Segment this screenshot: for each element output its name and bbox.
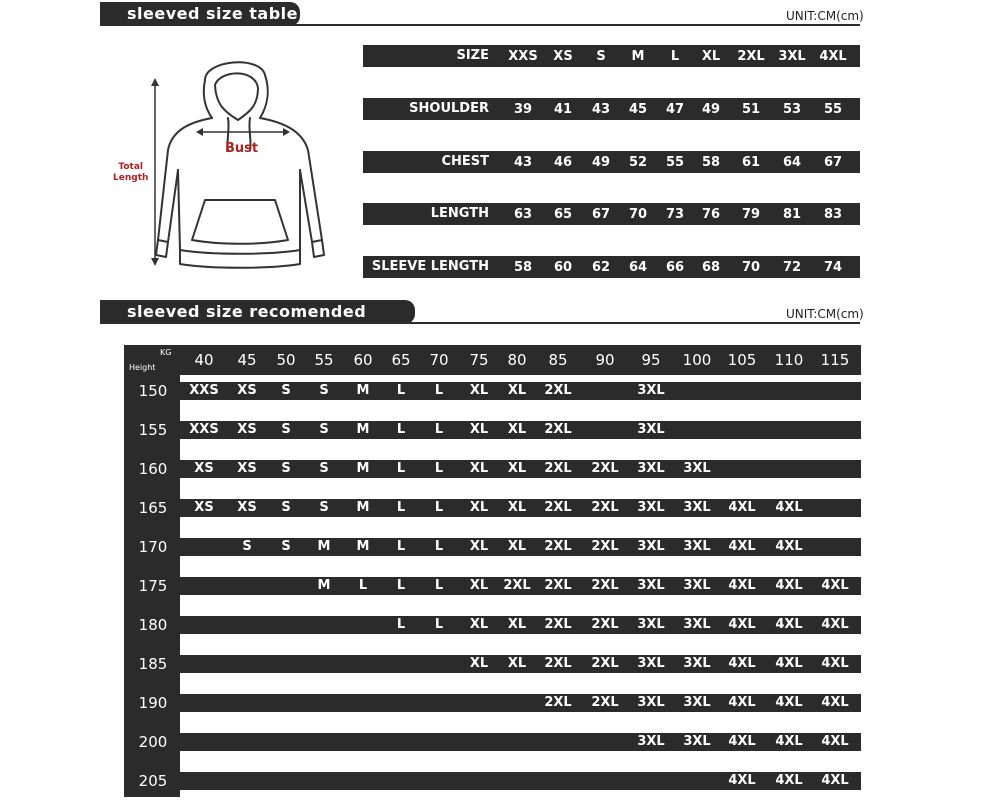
size-table-cell: 70 — [628, 207, 648, 222]
recommended-cell: 2XL — [544, 539, 572, 554]
size-table-cell: 83 — [823, 207, 843, 222]
recommended-cell: S — [281, 539, 291, 554]
recommended-cell: 2XL — [591, 500, 619, 515]
weight-header-cell: 90 — [595, 351, 615, 369]
recommended-cell: 4XL — [728, 773, 756, 788]
recommended-cell: 2XL — [544, 461, 572, 476]
section-title-size-table — [100, 2, 300, 26]
recommended-cell: 4XL — [728, 656, 756, 671]
weight-header-cell: 45 — [237, 351, 257, 369]
recommended-cell: 3XL — [637, 695, 665, 710]
size-table-cell: 39 — [513, 102, 533, 117]
recommended-cell: XS — [237, 383, 257, 398]
recommended-cell: 2XL — [544, 617, 572, 632]
height-cell: 175 — [138, 577, 168, 595]
recommended-cell: 3XL — [683, 500, 711, 515]
recommended-cell: 3XL — [637, 617, 665, 632]
kg-label: KG — [160, 348, 172, 357]
recommended-cell: L — [434, 617, 444, 632]
recommended-cell: 2XL — [544, 383, 572, 398]
size-table-cell: 43 — [513, 155, 533, 170]
size-table-cell: XS — [553, 49, 573, 64]
recommended-cell: 2XL — [591, 695, 619, 710]
recommended-cell: 3XL — [637, 578, 665, 593]
recommended-cell: L — [396, 422, 406, 437]
size-table-cell: 61 — [741, 155, 761, 170]
recommended-cell: M — [356, 539, 370, 554]
recommended-cell: XL — [507, 617, 527, 632]
recommended-cell: L — [434, 500, 444, 515]
weight-header-cell: 85 — [548, 351, 568, 369]
recommended-cell: 2XL — [544, 422, 572, 437]
recommended-cell: L — [396, 617, 406, 632]
recommended-cell: XL — [469, 422, 489, 437]
recommended-cell: 4XL — [775, 773, 803, 788]
section-title-text: sleeved size recomended table — [127, 302, 367, 345]
recommended-cell: XS — [194, 500, 214, 515]
recommended-cell: L — [396, 578, 406, 593]
recommended-cell: XL — [469, 461, 489, 476]
weight-header-cell: 75 — [469, 351, 489, 369]
size-table-cell: XL — [701, 49, 721, 64]
recommended-cell: XS — [237, 422, 257, 437]
weight-header-cell: 80 — [507, 351, 527, 369]
recommended-cell: 3XL — [637, 461, 665, 476]
recommended-cell: 3XL — [637, 383, 665, 398]
recommended-cell: M — [356, 422, 370, 437]
recommended-cell: 4XL — [775, 578, 803, 593]
recommended-cell: 2XL — [591, 656, 619, 671]
size-table-cell: 72 — [782, 260, 802, 275]
recommended-cell: 4XL — [728, 578, 756, 593]
recommended-cell: XL — [469, 383, 489, 398]
size-table-cell: 51 — [741, 102, 761, 117]
size-table-cell: 62 — [591, 260, 611, 275]
recommended-cell: 2XL — [591, 539, 619, 554]
recommended-cell: 3XL — [683, 695, 711, 710]
height-cell: 155 — [138, 421, 168, 439]
recommended-cell: 3XL — [683, 617, 711, 632]
recommended-cell: 4XL — [728, 500, 756, 515]
recommended-cell: L — [396, 539, 406, 554]
recommended-cell: 3XL — [637, 539, 665, 554]
size-table-cell: 76 — [701, 207, 721, 222]
recommended-cell: XS — [237, 461, 257, 476]
height-column — [124, 345, 180, 797]
size-table-cell: 63 — [513, 207, 533, 222]
recommended-cell: S — [319, 422, 329, 437]
size-table-row-label: SIZE — [456, 48, 489, 63]
recommended-cell: 2XL — [591, 461, 619, 476]
size-table-cell: 64 — [782, 155, 802, 170]
recommended-cell: XS — [237, 500, 257, 515]
size-table-cell: 60 — [553, 260, 573, 275]
size-table-cell: 53 — [782, 102, 802, 117]
height-label: Height — [129, 363, 156, 372]
weight-header-cell: 105 — [727, 351, 757, 369]
size-table-cell: 3XL — [778, 49, 806, 64]
weight-header-cell: 95 — [641, 351, 661, 369]
size-table-cell: 55 — [823, 102, 843, 117]
size-table-cell: 52 — [628, 155, 648, 170]
section-title-text: sleeved size table — [127, 4, 298, 23]
recommended-cell: 2XL — [544, 578, 572, 593]
recommended-cell: 2XL — [591, 617, 619, 632]
total-length-text: Total Length — [113, 162, 149, 183]
size-table-cell: 73 — [665, 207, 685, 222]
total-length-label — [113, 162, 148, 184]
recommended-cell: S — [242, 539, 252, 554]
recommended-cell: M — [356, 461, 370, 476]
recommended-cell: L — [434, 539, 444, 554]
size-table-cell: 66 — [665, 260, 685, 275]
recommended-cell: 2XL — [591, 578, 619, 593]
recommended-cell: 3XL — [683, 656, 711, 671]
height-cell: 165 — [138, 499, 168, 517]
weight-header-cell: 50 — [276, 351, 296, 369]
height-cell: 200 — [138, 733, 168, 751]
size-table-cell: 2XL — [737, 49, 765, 64]
recommended-cell: 4XL — [821, 617, 849, 632]
recommended-cell: S — [319, 383, 329, 398]
size-table-cell: L — [670, 49, 680, 64]
size-table-row-label: LENGTH — [430, 206, 489, 221]
size-table-cell: 45 — [628, 102, 648, 117]
recommended-cell: 3XL — [683, 461, 711, 476]
recommended-cell: M — [317, 578, 331, 593]
recommended-cell: 4XL — [775, 734, 803, 749]
section-divider — [100, 24, 860, 26]
recommended-cell: XL — [507, 422, 527, 437]
height-cell: 185 — [138, 655, 168, 673]
recommended-cell: M — [356, 500, 370, 515]
recommended-cell: XL — [507, 539, 527, 554]
recommended-cell: 3XL — [683, 734, 711, 749]
size-table-cell: 49 — [701, 102, 721, 117]
weight-header-cell: 60 — [353, 351, 373, 369]
recommended-cell: L — [434, 578, 444, 593]
recommended-cell: L — [434, 422, 444, 437]
unit-label: UNIT:CM(cm) — [786, 9, 864, 23]
recommended-cell: 4XL — [821, 578, 849, 593]
weight-header-cell: 70 — [429, 351, 449, 369]
size-table-cell: 74 — [823, 260, 843, 275]
recommended-cell: XS — [194, 461, 214, 476]
recommended-cell: L — [396, 461, 406, 476]
height-cell: 205 — [138, 772, 168, 790]
recommended-cell: 3XL — [637, 656, 665, 671]
section-title-recommended-table — [100, 300, 415, 345]
section-divider — [100, 322, 860, 324]
weight-header-cell: 40 — [194, 351, 214, 369]
recommended-cell: 3XL — [637, 500, 665, 515]
recommended-cell: XL — [469, 539, 489, 554]
size-table-cell: 46 — [553, 155, 573, 170]
weight-header-cell: 110 — [774, 351, 804, 369]
recommended-cell: L — [396, 383, 406, 398]
size-table-cell: 58 — [513, 260, 533, 275]
recommended-cell: L — [358, 578, 368, 593]
size-table-cell: 58 — [701, 155, 721, 170]
recommended-cell: L — [396, 500, 406, 515]
recommended-cell: XL — [469, 500, 489, 515]
size-table-cell: 67 — [591, 207, 611, 222]
height-cell: 160 — [138, 460, 168, 478]
recommended-cell: XL — [469, 617, 489, 632]
weight-header-cell: 65 — [391, 351, 411, 369]
size-table-cell: 43 — [591, 102, 611, 117]
recommended-cell: 4XL — [728, 734, 756, 749]
recommended-cell: XL — [469, 578, 489, 593]
size-table-cell: 70 — [741, 260, 761, 275]
recommended-cell: 3XL — [683, 578, 711, 593]
size-table-cell: S — [596, 49, 606, 64]
recommended-cell: 3XL — [637, 734, 665, 749]
recommended-cell: S — [281, 500, 291, 515]
recommended-cell: S — [281, 461, 291, 476]
recommended-cell: S — [281, 383, 291, 398]
recommended-cell: XXS — [189, 383, 219, 398]
recommended-cell: 2XL — [544, 500, 572, 515]
size-table-cell: 68 — [701, 260, 721, 275]
recommended-cell: L — [434, 461, 444, 476]
recommended-cell: 2XL — [544, 695, 572, 710]
recommended-cell: 4XL — [728, 539, 756, 554]
weight-header-cell: 55 — [314, 351, 334, 369]
recommended-cell: 4XL — [775, 539, 803, 554]
recommended-cell: M — [317, 539, 331, 554]
size-table-cell: 79 — [741, 207, 761, 222]
size-table-cell: 67 — [823, 155, 843, 170]
size-table-cell: 41 — [553, 102, 573, 117]
recommended-cell: 4XL — [821, 656, 849, 671]
recommended-cell: 4XL — [775, 617, 803, 632]
size-table-row-label: SHOULDER — [409, 101, 489, 116]
recommended-cell: 2XL — [544, 656, 572, 671]
recommended-cell: 3XL — [637, 422, 665, 437]
size-table-row-label: CHEST — [441, 154, 489, 169]
recommended-cell: XL — [469, 656, 489, 671]
recommended-cell: L — [434, 383, 444, 398]
size-table-cell: 55 — [665, 155, 685, 170]
size-table-cell: M — [631, 49, 645, 64]
recommended-cell: XL — [507, 656, 527, 671]
size-table-cell: 64 — [628, 260, 648, 275]
size-table-cell: 49 — [591, 155, 611, 170]
recommended-cell: M — [356, 383, 370, 398]
size-table-cell: XXS — [508, 49, 538, 64]
recommended-cell: 4XL — [728, 617, 756, 632]
recommended-cell: XL — [507, 383, 527, 398]
height-cell: 150 — [138, 382, 168, 400]
recommended-cell: 3XL — [683, 539, 711, 554]
recommended-cell: S — [281, 422, 291, 437]
recommended-cell: 4XL — [821, 734, 849, 749]
weight-header-cell: 115 — [820, 351, 850, 369]
unit-label: UNIT:CM(cm) — [786, 307, 864, 321]
height-cell: 170 — [138, 538, 168, 556]
height-cell: 180 — [138, 616, 168, 634]
recommended-cell: 4XL — [775, 500, 803, 515]
recommended-cell: S — [319, 500, 329, 515]
bust-label: Bust — [225, 141, 259, 156]
height-cell: 190 — [138, 694, 168, 712]
recommended-cell: 4XL — [821, 773, 849, 788]
recommended-cell: XL — [507, 461, 527, 476]
size-table-cell: 81 — [782, 207, 802, 222]
size-table-cell: 4XL — [819, 49, 847, 64]
recommended-cell: 4XL — [775, 656, 803, 671]
size-table-cell: 65 — [553, 207, 573, 222]
weight-header-cell: 100 — [682, 351, 712, 369]
recommended-cell: 4XL — [775, 695, 803, 710]
recommended-cell: XL — [507, 500, 527, 515]
recommended-cell: S — [319, 461, 329, 476]
recommended-cell: 4XL — [728, 695, 756, 710]
recommended-cell: 2XL — [503, 578, 531, 593]
size-table-cell: 47 — [665, 102, 685, 117]
recommended-cell: 4XL — [821, 695, 849, 710]
recommended-cell: XXS — [189, 422, 219, 437]
size-table-row-label: SLEEVE LENGTH — [371, 259, 489, 274]
